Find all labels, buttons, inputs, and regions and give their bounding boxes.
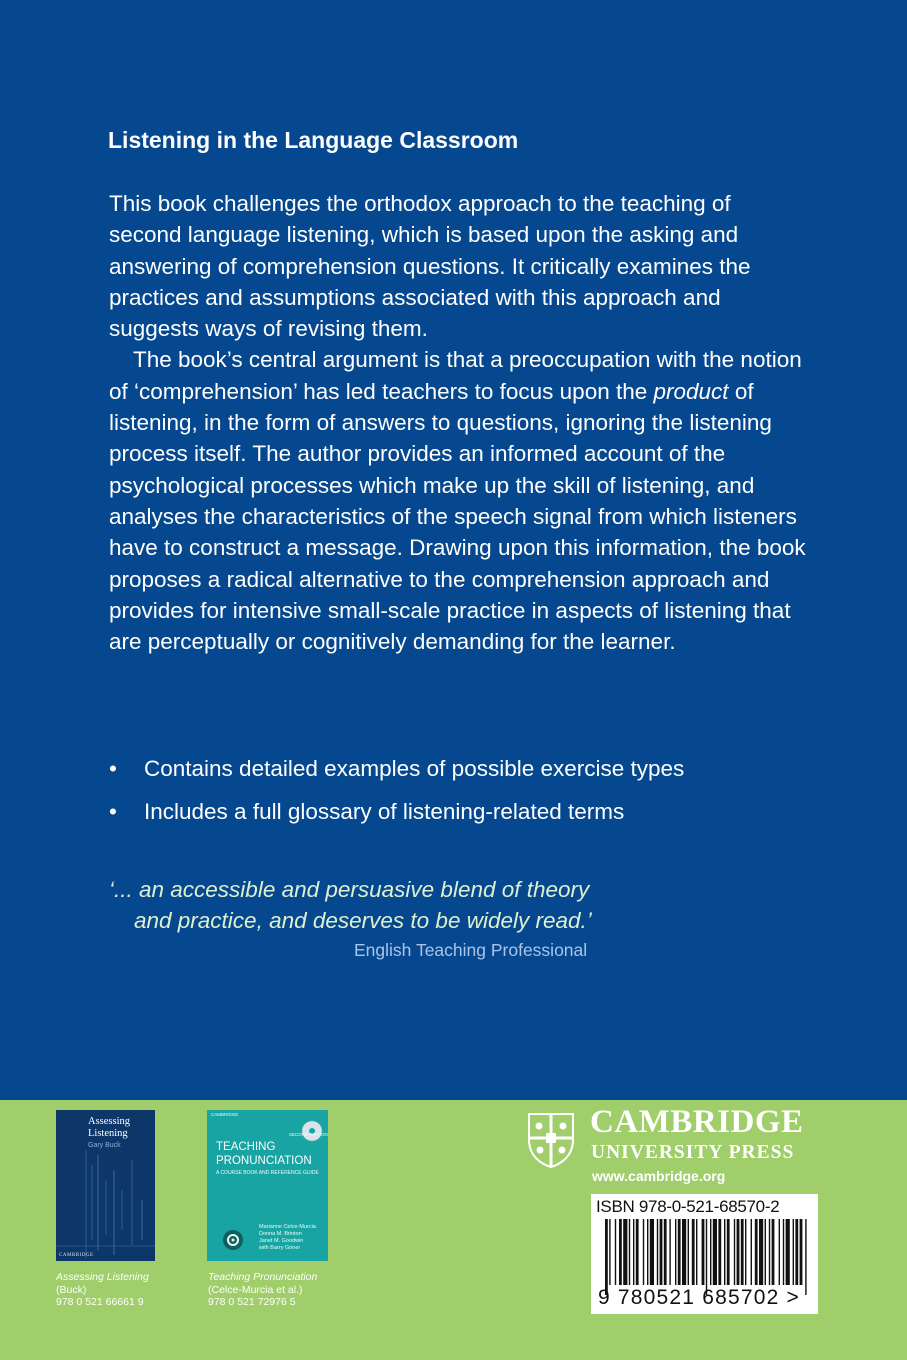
cover-title [216,1140,312,1168]
quote-source: English Teaching Professional [354,940,588,960]
caption-isbn: 978 0 521 66661 9 [56,1296,144,1308]
related-book-caption [56,1271,149,1309]
quote-line-1: ‘... an accessible and persuasive blend of theory [109,877,590,902]
related-book-caption [208,1271,317,1309]
cd-icon [301,1120,323,1142]
cover-authors [259,1224,316,1252]
bullet-mark: • [109,756,117,781]
ear-icon [221,1228,245,1252]
publisher-name-line-2: UNIVERSITY PRESS [591,1142,795,1163]
feature-text: Includes a full glossary of listening-related terms [144,799,625,824]
related-book-cover-assessing-listening [56,1110,155,1261]
cover-edition: SECOND EDITION [289,1132,328,1137]
cover-title-line-2: PRONUNCIATION [216,1155,312,1167]
cover-title-line-2: Listening [88,1128,128,1139]
barcode-digits: 9 780521 685702 > [598,1286,800,1309]
para2-emphasis: product [653,378,729,404]
feature-item [109,756,809,799]
cover-author: Janet M. Goodwin [259,1238,304,1244]
caption-title: Assessing Listening [56,1271,149,1283]
book-title: Listening in the Language Classroom [108,127,519,153]
cover-author: with Barry Griner [259,1245,301,1251]
blurb-paragraph-2 [109,344,809,657]
university-crest-icon [527,1112,575,1168]
isbn-label: ISBN 978-0-521-68570-2 [596,1197,780,1216]
cover-author: Gary Buck [88,1142,121,1149]
cover-title-line-1: Assessing [88,1116,131,1127]
review-quote [109,874,592,937]
caption-isbn: 978 0 521 72976 5 [208,1296,296,1308]
publisher-name: CAMBRIDGE [590,1104,804,1140]
caption-title: Teaching Pronunciation [208,1271,318,1283]
related-book-cover-teaching-pronunciation [207,1110,328,1261]
feature-text: Contains detailed examples of possible exercise types [144,756,685,781]
bullet-mark: • [109,799,117,824]
caption-author: (Buck) [56,1283,87,1296]
blurb [109,188,809,657]
cover-publisher: CAMBRIDGE [59,1253,94,1258]
barcode-icon [601,1219,813,1295]
para2-end: of listening, in the form of answers to questions, ignoring the listening process itself. The author provides an informed account of the psychological processes which make up the skill of listening, and analyses the characteristics of the speech signal from which listeners have to construct a message. Drawing upon this information, the book proposes a radical alternative to the comprehension approach and provides for intensive small-scale practice in aspects of listening that are perceptually or cognitively demanding for the learner. [109,378,806,655]
cover-author: Donna M. Brinton [259,1231,302,1237]
cover-subtitle: A COURSE BOOK AND REFERENCE GUIDE [216,1170,319,1176]
quote-line-2: and practice, and deserves to be widely read.’ [134,908,592,934]
publisher-website: www.cambridge.org [592,1168,726,1184]
cover-author: Marianne Celce-Murcia [259,1224,316,1230]
caption-author: (Celce-Murcia et al.) [208,1283,303,1296]
cover-title [88,1116,130,1140]
feature-list [109,756,809,842]
blurb-paragraph-1: This book challenges the orthodox approach to the teaching of second language listening, which is based upon the asking and answering of comprehension questions. It critically examines the practices and assumptions associated with this approach and suggests ways of revising them. [109,191,751,342]
para2-start: The book’s central argument is that a preoccupation with the notion of ‘comprehension’ has led teachers to focus upon the [109,347,802,404]
cover-title-line-1: TEACHING [216,1141,276,1153]
cover-publisher: CAMBRIDGE [211,1112,239,1117]
feature-item [109,799,809,842]
